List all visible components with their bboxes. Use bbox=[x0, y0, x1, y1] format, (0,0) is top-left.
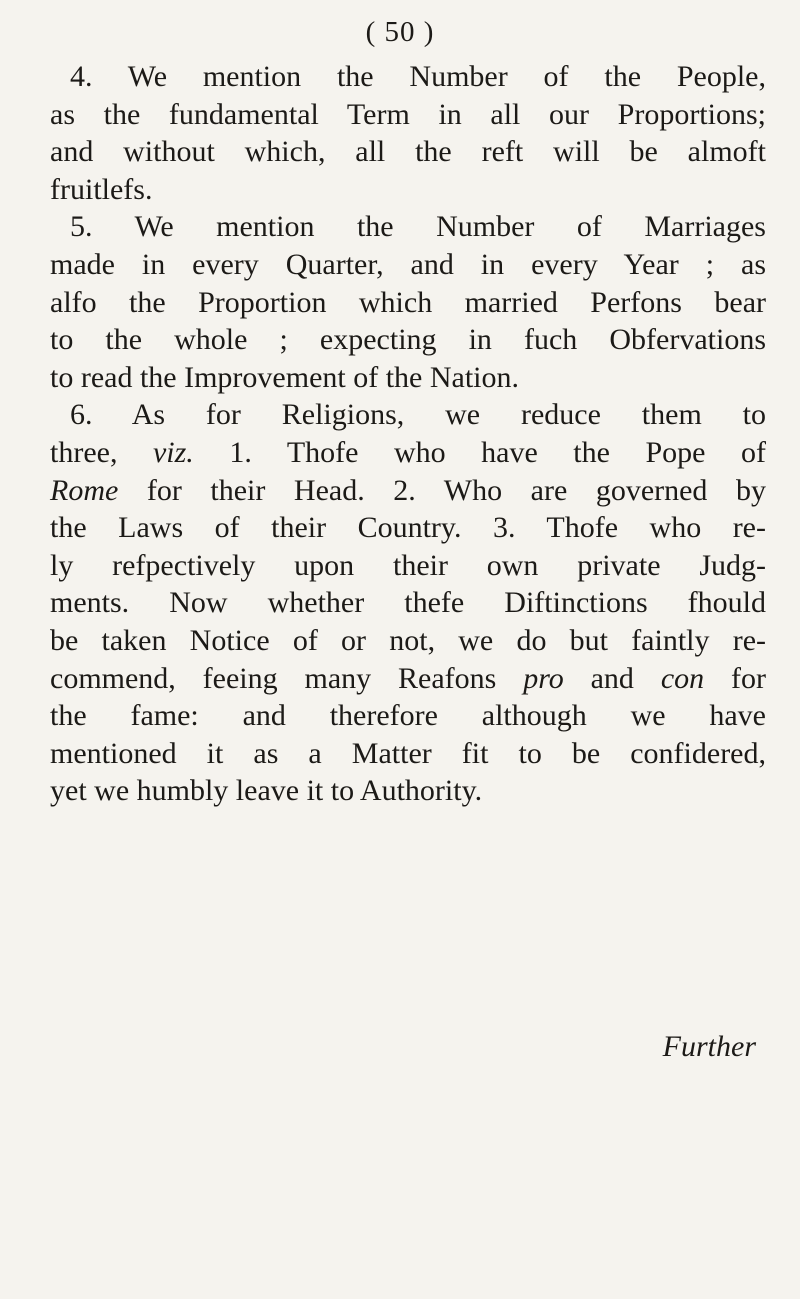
text-line bbox=[50, 359, 766, 397]
text-segment: for bbox=[704, 661, 766, 695]
paragraph bbox=[50, 208, 766, 396]
text-line bbox=[50, 96, 766, 134]
text-line bbox=[50, 396, 766, 434]
text-line bbox=[50, 697, 766, 735]
text-segment: the Laws of their Country. 3. Thofe who re- bbox=[50, 511, 766, 545]
text-line bbox=[50, 660, 766, 698]
text-line bbox=[50, 58, 766, 96]
text-line bbox=[50, 735, 766, 773]
paragraph bbox=[50, 396, 766, 810]
text-segment: and without which, all the reft will be almoft bbox=[50, 135, 766, 169]
text-segment: 6. As for Religions, we reduce them to bbox=[70, 398, 766, 432]
text-line bbox=[50, 171, 766, 209]
text-segment: yet we humbly leave it to Authority. bbox=[50, 774, 483, 808]
text-segment: commend, feeing many Reafons bbox=[50, 661, 524, 695]
page-number: ( 50 ) bbox=[365, 16, 435, 48]
text-segment: to read the Improvement of the Nation. bbox=[50, 360, 520, 394]
text-segment: and bbox=[563, 661, 661, 695]
text-line bbox=[50, 133, 766, 171]
text-segment: 4. We mention the Number of the People, bbox=[70, 60, 766, 93]
italic-text: con bbox=[660, 661, 705, 695]
italic-text: viz. bbox=[152, 435, 194, 469]
text-line bbox=[50, 584, 766, 622]
text-line bbox=[50, 246, 766, 284]
text-segment: ly refpectively upon their own private Judg- bbox=[50, 548, 766, 582]
text-line bbox=[50, 772, 766, 810]
text-segment: 5. We mention the Number of Marriages bbox=[70, 210, 766, 244]
text-segment: three, bbox=[50, 435, 153, 469]
text-line bbox=[50, 547, 766, 585]
text-segment: be taken Notice of or not, we do but faintly re- bbox=[50, 623, 766, 657]
italic-text: Rome bbox=[50, 473, 119, 507]
text-line bbox=[50, 321, 766, 359]
text-segment: the fame: and therefore although we have bbox=[50, 699, 766, 733]
text-segment: 1. Thofe who have the Pope of bbox=[193, 435, 766, 469]
text-line bbox=[50, 208, 766, 246]
paragraph bbox=[50, 58, 766, 208]
text-segment: ments. Now whether thefe Diftinctions fhould bbox=[50, 586, 766, 620]
text-segment: made in every Quarter, and in every Year ; as bbox=[50, 247, 766, 281]
text-segment: for their Head. 2. Who are governed by bbox=[118, 473, 766, 507]
catchword: Further bbox=[662, 1030, 756, 1063]
text-line bbox=[50, 622, 766, 660]
text-line bbox=[50, 284, 766, 322]
text-segment: mentioned it as a Matter fit to be confidered, bbox=[50, 736, 766, 770]
italic-text: pro bbox=[523, 661, 564, 695]
text-segment: as the fundamental Term in all our Proportions; bbox=[50, 97, 766, 131]
text-segment: alfo the Proportion which married Perfons bear bbox=[50, 285, 766, 319]
body-text bbox=[50, 58, 766, 810]
text-segment: fruitlefs. bbox=[50, 172, 153, 206]
text-line bbox=[50, 472, 766, 510]
text-line bbox=[50, 434, 766, 472]
text-line bbox=[50, 509, 766, 547]
text-segment: to the whole ; expecting in fuch Obfervations bbox=[50, 323, 766, 357]
